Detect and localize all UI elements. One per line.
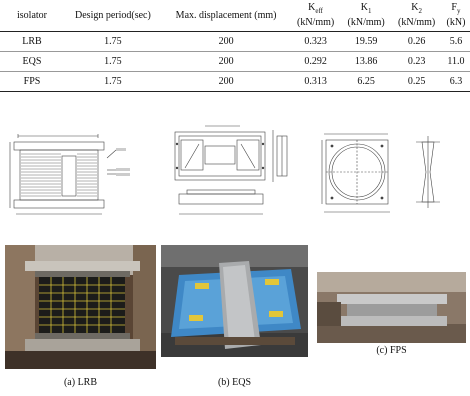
table-cell: 200 [162,51,290,71]
table-cell: 200 [162,71,290,91]
table-cell: 1.75 [64,51,162,71]
col-header-fy: $F_y$ (kN) [442,0,470,31]
isolator-properties-table [0,0,470,92]
table-cell: EQS [0,51,64,71]
table-cell: 19.59 [341,31,392,51]
table-cell: 200 [162,31,290,51]
table-cell: LRB [0,31,64,51]
table-row [0,71,470,91]
eqs-drawing [165,120,295,225]
fps-drawing [318,122,458,227]
table-cell: 6.25 [341,71,392,91]
col-header-design-period: Design period(sec) [64,0,162,31]
caption-eqs: (b) EQS [217,377,252,388]
caption-fps: (c) FPS [376,345,407,356]
table-cell: 1.75 [64,71,162,91]
table-cell: 0.26 [391,31,442,51]
table-cell: 11.0 [442,51,470,71]
col-header-keff: $K_{eff}$ (kN/mm) [290,0,341,31]
caption-lrb: (a) LRB [63,377,98,388]
col-header-isolator: isolator [0,0,64,31]
table-cell: 0.323 [290,31,341,51]
table-cell: 0.292 [290,51,341,71]
table-cell: 1.75 [64,31,162,51]
table-cell: 13.86 [341,51,392,71]
table-cell: 0.23 [391,51,442,71]
table-row [0,51,470,71]
lrb-drawing [6,128,136,223]
table-row [0,31,470,51]
table-cell: 0.313 [290,71,341,91]
col-header-k2: $K_2$ (kN/mm) [391,0,442,31]
table-cell: 6.3 [442,71,470,91]
table-header-row [0,0,470,31]
fps-photo [317,272,466,343]
table-cell: 5.6 [442,31,470,51]
table-cell: 0.25 [391,71,442,91]
lrb-photo [5,245,156,369]
eqs-photo [161,245,308,357]
col-header-k1: $K_1$ (kN/mm) [341,0,392,31]
col-header-max-displacement: Max. displacement (mm) [162,0,290,31]
table-cell: FPS [0,71,64,91]
